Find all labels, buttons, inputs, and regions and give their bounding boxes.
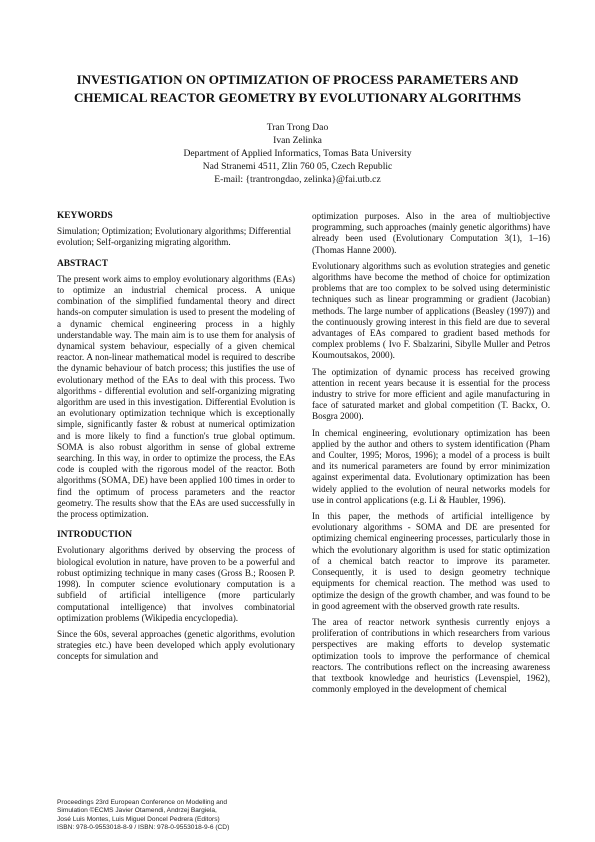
proceedings-footer	[57, 799, 307, 833]
keywords-text: Simulation; Optimization; Evolutionary algorithms; Differential evolution; Self-organizing migrating algorithm.	[57, 226, 292, 248]
keywords-heading: KEYWORDS	[57, 211, 113, 221]
author-name: Tran Trong Dao	[266, 122, 329, 133]
abstract-text: The present work aims to employ evolutionary algorithms (EAs) to optimize an industrial chemical process. A unique combination of the simplified fundamental theory and direct hands-on computer simulation is used to present the modeling of a dynamic chemical engineering process in a highly understandable way. The main aim is to use them for analysis of dynamical system behaviour, especially of a given chemical reactor. A non-linear mathematical model is required to describe the dynamic behaviour of batch process; this justifies the use of evolutionary method of the EAs to deal with this process. Two algorithms - differential evolution and self-organizing migrating algorithm are used in this investigation. Differential Evolution is an evolutionary optimization technique which is exceptionally simple, significantly faster & robust at numerical optimization and is more likely to find a function's true global optimum. SOMA is also robust algorithm in sense of global extreme searching. In this way, in order to optimize the process, the EAs code is coupled with the rigorous model of the reactor. Both algorithms (SOMA, DE) have been applied 100 times in order to find the optimum of process parameters and the reactor geometry. The results show that the EAs are used successfully in the process optimization.	[57, 273, 295, 520]
keywords-section	[57, 211, 295, 249]
paragraph: optimization purposes. Also in the area of multiobjective programming, such approaches (mainly genetic algorithms) have already been used (Evolutionary Computation 3(1), 1–16)(Thomas Hanne 2000).	[312, 211, 550, 255]
paragraph: In chemical engineering, evolutionary optimization has been applied by the author and others to system identification (Pham and Coulter, 1995; Moros, 1996); a model of a process is built and its numerical parameters are found by error minimization against experimental data. Evolutionary optimization has been widely applied to the evolution of neural networks models for use in control applications (e.g. Li & Haubler, 1996).	[312, 427, 550, 505]
right-column	[312, 211, 550, 700]
author-affiliation: Department of Applied Informatics, Tomas Bata University	[183, 148, 412, 159]
author-address: Nad Stranemi 4511, Zlin 760 05, Czech Republic	[202, 161, 393, 172]
paragraph: Evolutionary algorithms such as evolution strategies and genetic algorithms have become the method of choice for optimization problems that are too complex to be solved using deterministic techniques such as linear programming or gradient (Jacobian) methods. The large number of applications (Beasley (1997)) and the continuously growing interest in this field are due to several advantages of EAs compared to gradient based methods for complex problems ( Ivo F. Sbalzarini, Sibylle Muller and Petros Koumoutsakos, 2000).	[312, 260, 550, 361]
paper-title	[40, 71, 555, 106]
paragraph: Since the 60s, several approaches (genetic algorithms, evolution strategies etc.) have been developed which apply evolutionary concepts for simulation and	[57, 628, 295, 662]
footer-line: ISBN: 978-0-9553018-8-9 / ISBN: 978-0-9553018-9-6 (CD)	[57, 824, 230, 832]
paragraph: The optimization of dynamic process has received growing attention in recent years because it is essential for the process industry to strive for more efficient and agile manufacturing in face of saturated market and global competition (T. Backx, O. Bosgra 2000).	[312, 366, 550, 422]
paragraph: In this paper, the methods of artificial intelligence by evolutionary algorithms - SOMA and DE are presented for optimizing chemical engineering processes, particularly those in which the evolutionary algorithm is used for static optimization of a chemical batch reactor to improve its parameter. Consequently, it is used to design geometry technique equipments for chemical reaction. The method was used to optimize the design of the growth chamber, and was found to be in good agreement with the observed growth rate results.	[312, 511, 550, 611]
abstract-heading: ABSTRACT	[57, 258, 109, 269]
footer-line: Proceedings 23rd European Conference on Modelling and	[57, 799, 228, 806]
footer-line: José Luis Montes, Luis Miguel Doncel Pedrera (Editors)	[57, 815, 220, 823]
title-line-1: INVESTIGATION ON OPTIMIZATION OF PROCESS PARAMETERS AND	[76, 72, 519, 87]
paragraph: The area of reactor network synthesis currently enjoys a proliferation of contributions in which researchers from various perspectives are making efforts to develop systematic optimization tools to improve the performance of chemical reactors. The contributions reflect on the increasing awareness that textbook knowledge and heuristics (Levenspiel, 1962), commonly employed in the development of chemical	[312, 616, 550, 695]
introduction-section	[57, 530, 295, 662]
left-column	[57, 211, 295, 673]
paragraph: Evolutionary algorithms derived by observing the process of biological evolution in nature, have proven to be a powerful and robust optimizing technique in many cases (Gross B.; Roosen P. 1998). In computer science evolutionary computation is a subfield of artificial intelligence (more particularly computational intelligence) that involves combinatorial optimization problems (Wikipedia encyclopedia).	[57, 545, 295, 623]
abstract-section	[57, 259, 295, 521]
footer-line: Simulation ©ECMS Javier Otamendi, Andrzej Bargiela,	[57, 807, 217, 815]
introduction-heading: INTRODUCTION	[57, 530, 133, 541]
author-block	[40, 121, 555, 186]
author-email: E-mail: {trantrongdao, zelinka}@fai.utb.cz	[214, 174, 381, 185]
title-line-2: CHEMICAL REACTOR GEOMETRY BY EVOLUTIONARY ALGORITHMS	[73, 89, 522, 105]
author-name: Ivan Zelinka	[273, 135, 322, 146]
